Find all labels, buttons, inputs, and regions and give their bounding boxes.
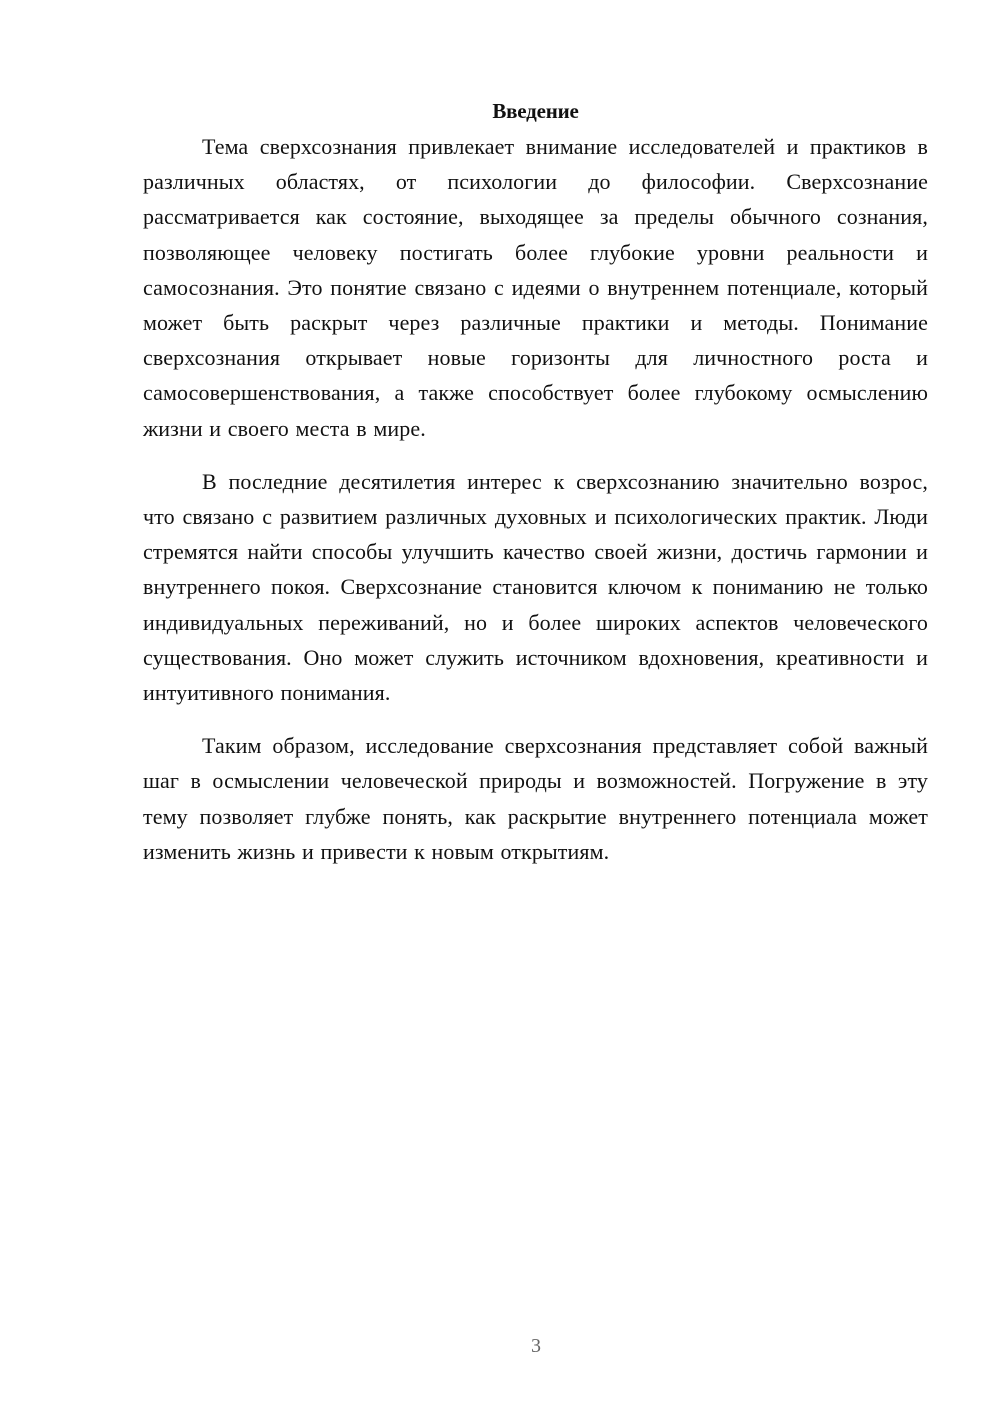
paragraph-2: В последние десятилетия интерес к сверхсознанию значительно возрос, что связано с развитием различных духовных и психологических практик. Люди стремятся найти способы улучшить качество своей жизни, достичь гармонии и внутреннего покоя. Сверхсознание становится ключом к пониманию не только индивидуальных переживаний, но и более широких аспектов человеческого существования. Оно может служить источником вдохновения, креативности и интуитивного понимания. [143,468,928,706]
section-heading: Введение [492,99,579,123]
page-number: 3 [531,1335,541,1357]
paragraph-1: Тема сверхсознания привлекает внимание исследователей и практиков в различных областях, от психологии до философии. Сверхсознание рассматривается как состояние, выходящее за пределы обычного сознания, позволяющее человеку постигать более глубокие уровни реальности и самосознания. Это понятие связано с идеями о внутреннем потенциале, который может быть раскрыт через различные практики и методы. Понимание сверхсознания открывает новые горизонты для личностного роста и самосовершенствования, а также способствует более глубокому осмыслению жизни и своего места в мире. [143,134,928,441]
page-content [143,94,928,887]
paragraph-3: Таким образом, исследование сверхсознания представляет собой важный шаг в осмыслении человеческой природы и возможностей. Погружение в эту тему позволяет глубже понять, как раскрытие внутреннего потенциала может изменить жизнь и привести к новым открытиям. [143,733,928,864]
